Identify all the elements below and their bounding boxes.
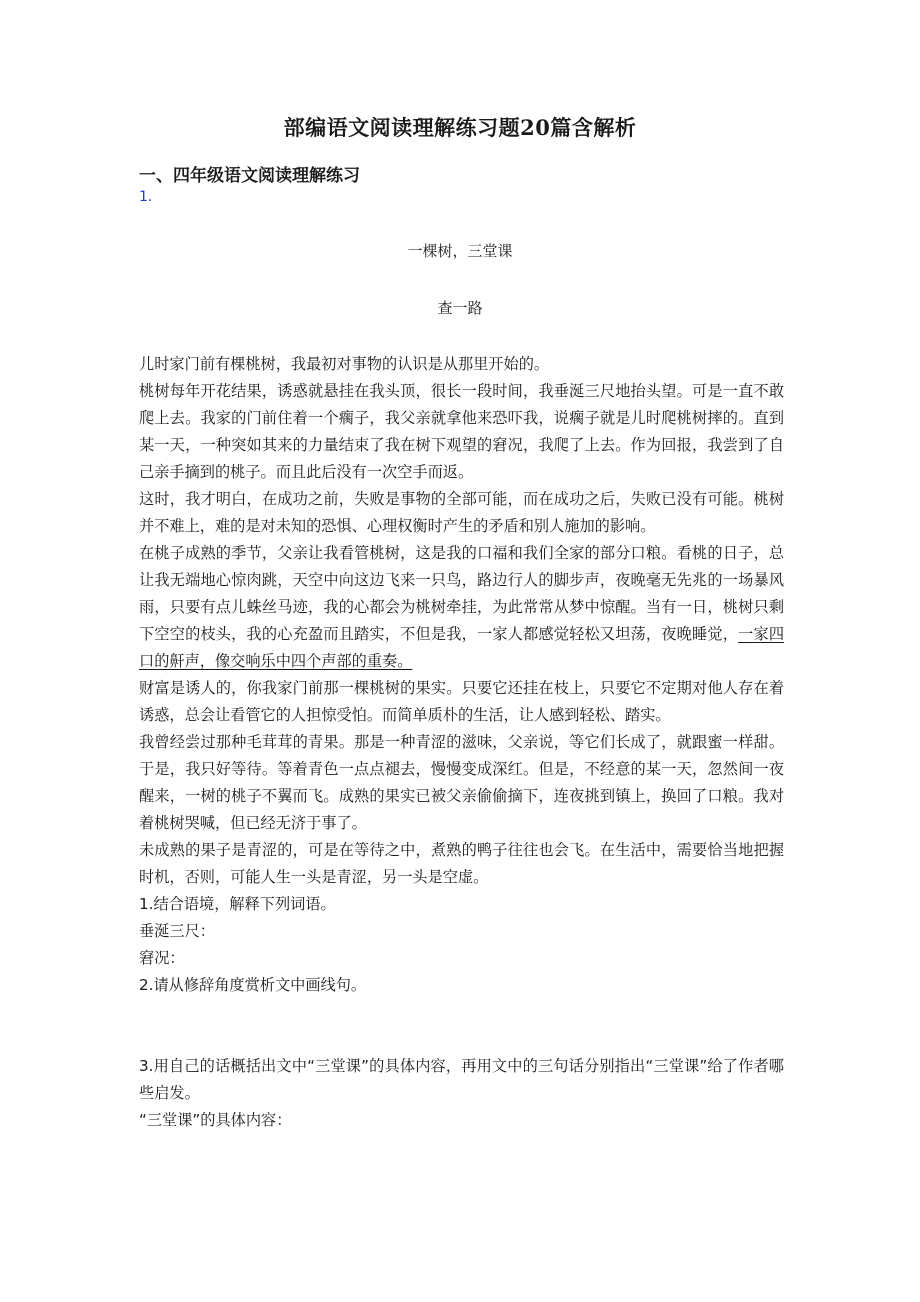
paragraph: 桃树每年开花结果，诱惑就悬挂在我头顶，很长一段时间，我垂涎三尺地抬头望。可是一直不敢爬上去。我家的门前住着一个瘸子，我父亲就拿他来恐吓我，说瘸子就是儿时爬桃树摔的。直到某一天，一种突如其来的力量结束了我在树下观望的窘况，我爬了上去。作为回报，我尝到了自己亲手摘到的桃子。而且此后没有一次空手而返。 — [139, 382, 784, 481]
section-heading: 一、四年级语文阅读理解练习 — [139, 166, 360, 186]
paragraph: 财富是诱人的，你我家门前那一棵桃树的果实。只要它还挂在枝上，只要它不定期对他人存在着诱惑，总会让看管它的人担惊受怕。而简单质朴的生活，让人感到轻松、踏实。 — [139, 679, 784, 724]
question-2: 2.请从修辞角度赏析文中画线句。 — [139, 976, 367, 994]
question-3: 3.用自己的话概括出文中“三堂课”的具体内容，再用文中的三句话分别指出“三堂课”给了作者哪些启发。 — [139, 1057, 784, 1102]
paragraph: 我曾经尝过那种毛茸茸的青果。那是一种青涩的滋味，父亲说，等它们长成了，就跟蜜一样甜。于是，我只好等待。等着青色一点点褪去，慢慢变成深红。但是，不经意的某一天，忽然间一夜醒来，一树的桃子不翼而飞。成熟的果实已被父亲偷偷摘下，连夜挑到镇上，换回了口粮。我对着桃树哭喊，但已经无济于事了。 — [139, 733, 784, 832]
question-1: 1.结合语境，解释下列词语。 — [139, 895, 336, 913]
question-number: 1． — [139, 189, 162, 205]
article-body — [139, 351, 784, 1134]
paragraph — [139, 540, 784, 675]
paragraph: 这时，我才明白，在成功之前，失败是事物的全部可能，而在成功之后，失败已没有可能。桃树并不难上，难的是对未知的恐惧、心理权衡时产生的矛盾和别人施加的影响。 — [139, 490, 784, 535]
underlined-sentence: 一家四口的鼾声，像交响乐中四个声部的重奏。 — [139, 625, 785, 670]
answer-space — [139, 999, 784, 1053]
paragraph-text: 在桃子成熟的季节，父亲让我看管桃树，这是我的口福和我们全家的部分口粮。看桃的日子，总让我无端地心惊肉跳，天空中向这边飞来一只鸟，路边行人的脚步声，夜晚毫无先兆的一场暴风雨，只要有点儿蛛丝马迹，我的心都会为桃树牵挂，为此常常从梦中惊醒。当有一日，桃树只剩下空空的枝头，我的心充盈而且踏实，不但是我，一家人都感觉轻松又坦荡，夜晚睡觉， — [139, 544, 784, 643]
article-author: 查一路 — [437, 299, 483, 317]
question-1-word-2: 窘况： — [139, 949, 185, 967]
question-1-word-1: 垂涎三尺： — [139, 922, 215, 940]
question-3-sub: “三堂课”的具体内容： — [139, 1111, 292, 1129]
paragraph: 儿时家门前有棵桃树，我最初对事物的认识是从那里开始的。 — [139, 355, 550, 373]
document-title: 部编语文阅读理解练习题20篇含解析 — [283, 115, 637, 140]
article-title: 一棵树，三堂课 — [407, 242, 513, 260]
paragraph: 未成熟的果子是青涩的，可是在等待之中，煮熟的鸭子往往也会飞。在生活中，需要恰当地把握时机，否则，可能人生一头是青涩，另一头是空虚。 — [139, 841, 784, 886]
